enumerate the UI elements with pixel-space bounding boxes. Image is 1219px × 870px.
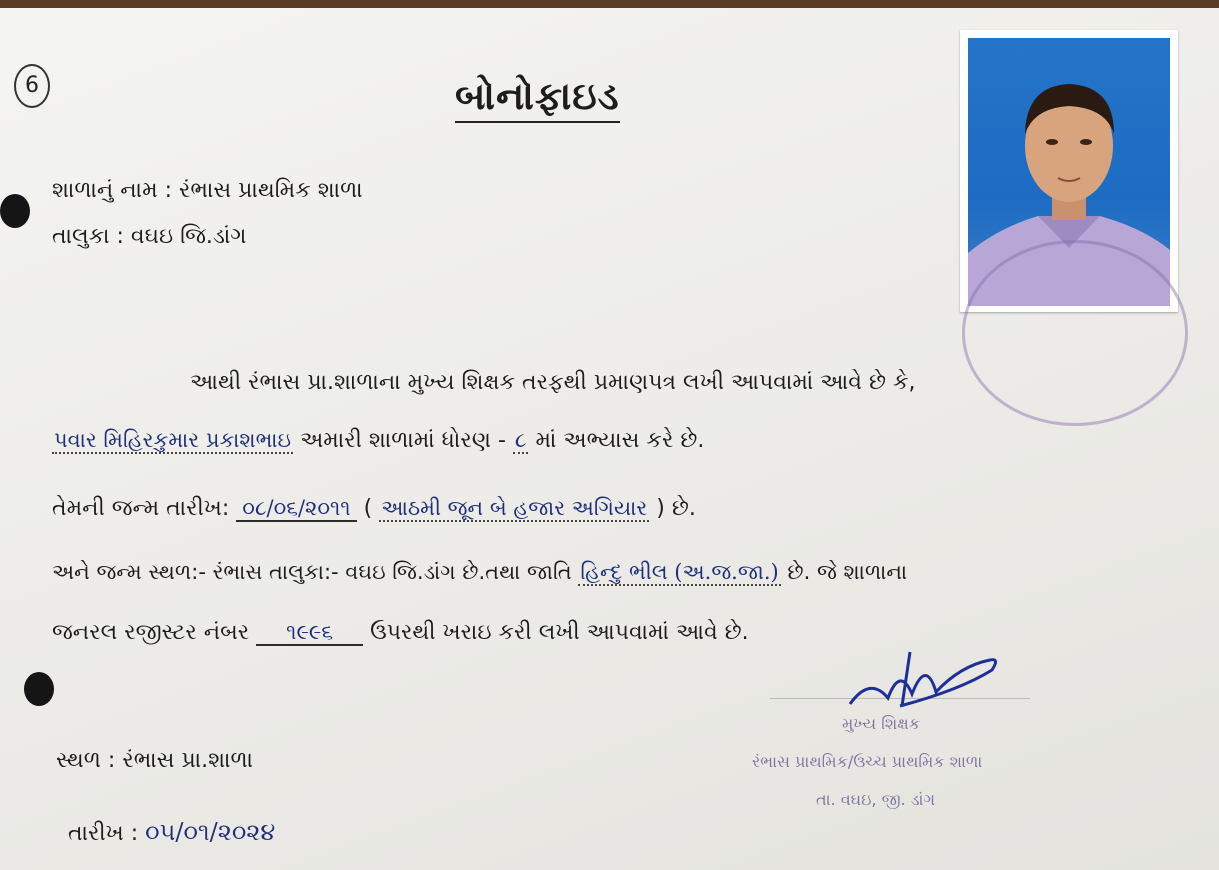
register-line [52,620,749,645]
school-name-line: શાળાનું નામ : રંભાસ પ્રાથમિક શાળા [52,178,363,203]
standard-value: ૮ [514,428,527,452]
date-line [68,818,275,846]
dob-end: છે. [671,496,696,521]
caste-value: હિન્દુ ભીલ (અ.જ.જા.) [580,560,779,584]
date-label: તારીખ : [68,821,139,846]
stamp-school: રંભાસ પ્રાથમિક/ઉચ્ચ પ્રાથમિક શાળા [752,752,983,771]
place-line: સ્થળ : રંભાસ પ્રા.શાળા [56,748,254,773]
stamp-designation: મુખ્ય શિક્ષક [842,714,921,733]
caste-end: છે. જે શાળાના [787,560,908,584]
student-line [52,428,704,453]
date-value: ૦૫/૦૧/૨૦૨૪ [145,818,276,846]
dob-words: આઠમી જૂન બે હજાર અગિયાર [381,496,648,520]
certificate-title: બોનોફાઇડ [455,74,620,123]
school-seal [962,240,1188,426]
student-name: પવાર મિહિરકુમાર પ્રકાશભાઇ [54,428,292,452]
register-end: ઉપરથી ખરાઇ કરી લખી આપવામાં આવે છે. [370,620,749,645]
taluka-line: તાલુકા : વઘઇ જિ.ડાંગ [52,224,247,249]
register-label: જનરલ રજીસ્ટર નંબર [52,620,250,645]
punch-hole-top [0,194,30,228]
serial-number: 6 [14,64,50,108]
birthplace-line [52,560,907,585]
certificate-sheet [0,8,1219,870]
dob-numeric: ૦૮/૦૬/૨૦૧૧ [236,496,356,522]
dob-line: તેમની જન્મ તારીખ: ૦૮/૦૬/૨૦૧૧ ( આઠમી જૂન બે હજાર અગિયાર ) છે. [52,496,696,521]
stamp-location: તા. વઘઇ, જી. ડાંગ [816,790,936,809]
line2-end: માં અભ્યાસ કરે છે. [535,428,705,453]
signature [840,646,1010,724]
birthplace-label: અને જન્મ સ્થળ:- રંભાસ તાલુકા:- વઘઇ જિ.ડાંગ છે.તથા જાતિ [52,560,572,584]
intro-line: આથી રંભાસ પ્રા.શાળાના મુખ્ય શિક્ષક તરફથી પ્રમાણપત્ર લખી આપવામાં આવે છે કે, [190,370,916,395]
line2-mid: અમારી શાળામાં ધોરણ - [300,428,506,453]
register-number: ૧૯૯૬ [256,620,363,646]
dob-label: તેમની જન્મ તારીખ: [52,496,230,521]
punch-hole-bottom [24,672,54,706]
